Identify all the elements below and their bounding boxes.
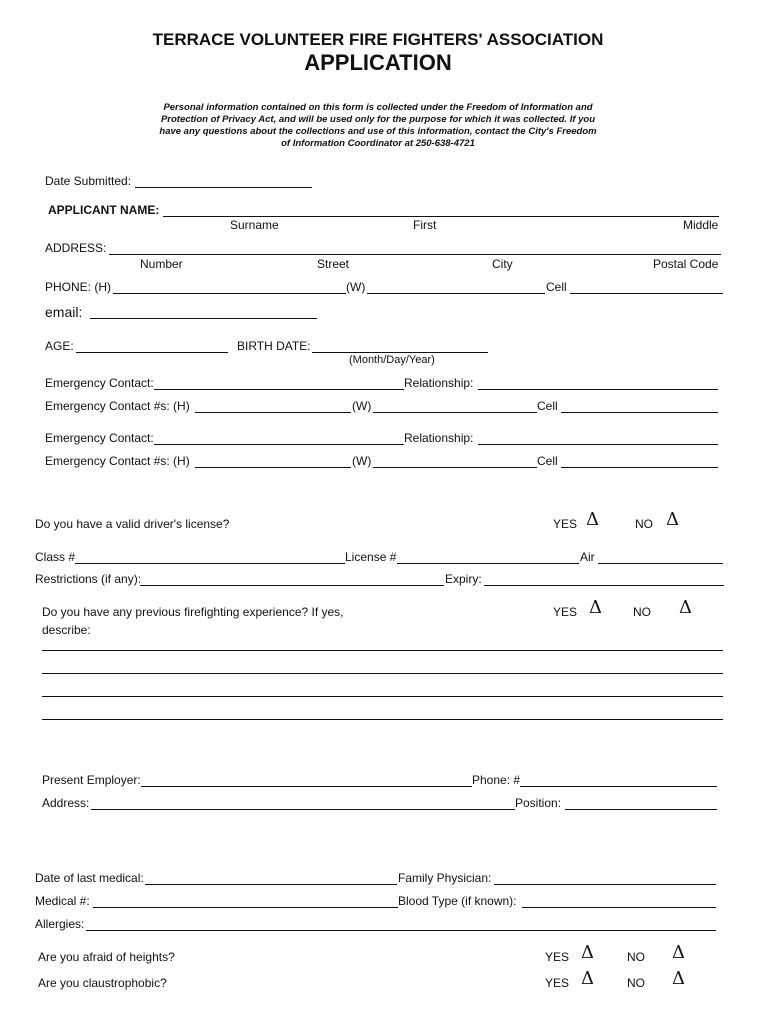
heights-question: Are you afraid of heights?: [38, 950, 175, 964]
address-field[interactable]: [109, 240, 721, 255]
age-label: AGE:: [45, 339, 74, 353]
restrictions-field[interactable]: [140, 571, 444, 586]
address-postal-caption: Postal Code: [653, 257, 719, 271]
privacy-notice-line-4: of Information Coordinator at 250-638-4721: [281, 138, 475, 149]
age-field[interactable]: [76, 338, 228, 353]
heights-no-checkbox[interactable]: Δ: [672, 942, 685, 963]
position-label: Position:: [515, 796, 562, 810]
blood-type-label: Blood Type (if known):: [398, 894, 517, 908]
emergency-1-cell-label: Cell: [537, 399, 558, 413]
emergency-numbers-1-label: Emergency Contact #s: (H): [45, 399, 190, 413]
surname-caption: Surname: [230, 218, 279, 232]
experience-question: Do you have any previous firefighting experience? If yes,: [42, 605, 344, 619]
physician-field[interactable]: [494, 870, 716, 885]
applicant-name-field[interactable]: [163, 202, 719, 217]
privacy-notice-line-3: have any questions about the collections and use of this information, contact the City's Freedom: [159, 126, 597, 137]
last-medical-label: Date of last medical:: [35, 871, 144, 885]
emergency-2-home-field[interactable]: [195, 453, 351, 468]
page-title: APPLICATION: [304, 50, 452, 75]
allergies-label: Allergies:: [35, 917, 85, 931]
heights-no-label: NO: [627, 950, 645, 964]
license-yes-label: YES: [553, 517, 578, 531]
class-field[interactable]: [75, 549, 345, 564]
employer-address-label: Address:: [42, 796, 90, 810]
license-yes-checkbox[interactable]: Δ: [586, 509, 599, 530]
blood-type-field[interactable]: [522, 893, 716, 908]
experience-line-4[interactable]: [42, 719, 723, 720]
emergency-2-work-label: (W): [352, 454, 372, 468]
claustrophobic-no-label: NO: [627, 976, 645, 990]
experience-no-checkbox[interactable]: Δ: [679, 597, 692, 618]
address-street-caption: Street: [317, 257, 350, 271]
expiry-field[interactable]: [484, 571, 724, 586]
emergency-contact-2-field[interactable]: [154, 430, 404, 445]
expiry-label: Expiry:: [445, 572, 482, 586]
email-label: email:: [45, 304, 83, 320]
employer-phone-label: Phone: #: [472, 773, 521, 787]
organization-title: TERRACE VOLUNTEER FIRE FIGHTERS' ASSOCIATION: [152, 30, 604, 49]
physician-label: Family Physician:: [398, 871, 492, 885]
emergency-contact-1-field[interactable]: [154, 375, 404, 390]
claustrophobic-yes-label: YES: [545, 976, 570, 990]
phone-cell-label: Cell: [546, 280, 567, 294]
relationship-2-label: Relationship:: [404, 431, 474, 445]
medical-number-field[interactable]: [93, 893, 398, 908]
phone-cell-field[interactable]: [570, 279, 723, 294]
emergency-2-cell-field[interactable]: [561, 453, 718, 468]
employer-label: Present Employer:: [42, 773, 141, 787]
email-field[interactable]: [90, 304, 317, 319]
license-number-field[interactable]: [397, 549, 579, 564]
address-label: ADDRESS:: [45, 241, 107, 255]
phone-work-field[interactable]: [367, 279, 545, 294]
position-field[interactable]: [565, 795, 717, 810]
date-submitted-label: Date Submitted:: [45, 174, 132, 188]
experience-line-3[interactable]: [42, 696, 723, 697]
experience-line-2[interactable]: [42, 673, 723, 674]
emergency-1-home-field[interactable]: [195, 398, 351, 413]
birth-date-format: (Month/Day/Year): [349, 354, 435, 366]
birth-date-label: BIRTH DATE:: [237, 339, 311, 353]
license-no-label: NO: [635, 517, 653, 531]
address-city-caption: City: [492, 257, 513, 271]
privacy-notice-line-2: Protection of Privacy Act, and will be used only for the purpose for which it was collected. If you: [160, 114, 596, 125]
heights-yes-checkbox[interactable]: Δ: [581, 942, 594, 963]
license-number-label: License #: [345, 550, 397, 564]
emergency-1-cell-field[interactable]: [561, 398, 718, 413]
license-no-checkbox[interactable]: Δ: [666, 509, 679, 530]
first-name-caption: First: [413, 218, 437, 232]
phone-work-label: (W): [346, 280, 366, 294]
experience-describe: describe:: [42, 623, 91, 637]
phone-home-label: PHONE: (H): [45, 280, 111, 294]
experience-line-1[interactable]: [42, 650, 723, 651]
allergies-field[interactable]: [86, 916, 716, 931]
emergency-numbers-2-label: Emergency Contact #s: (H): [45, 454, 190, 468]
relationship-2-field[interactable]: [478, 430, 718, 445]
phone-home-field[interactable]: [113, 279, 346, 294]
license-question: Do you have a valid driver's license?: [35, 517, 230, 531]
employer-phone-field[interactable]: [520, 772, 717, 787]
address-number-caption: Number: [140, 257, 183, 271]
applicant-name-label: APPLICANT NAME:: [48, 203, 160, 217]
restrictions-label: Restrictions (if any):: [35, 572, 142, 586]
privacy-notice-line-1: Personal information contained on this form is collected under the Freedom of Information and: [163, 102, 593, 113]
emergency-1-work-label: (W): [352, 399, 372, 413]
birth-date-field[interactable]: [312, 338, 488, 353]
employer-address-field[interactable]: [91, 795, 515, 810]
heights-yes-label: YES: [545, 950, 570, 964]
employer-field[interactable]: [141, 772, 472, 787]
emergency-contact-2-label: Emergency Contact:: [45, 431, 154, 445]
experience-no-label: NO: [633, 605, 651, 619]
relationship-1-label: Relationship:: [404, 376, 474, 390]
emergency-contact-1-label: Emergency Contact:: [45, 376, 154, 390]
medical-number-label: Medical #:: [35, 894, 90, 908]
air-label: Air: [580, 550, 595, 564]
experience-yes-label: YES: [553, 605, 578, 619]
date-submitted-field[interactable]: [135, 173, 312, 188]
claustrophobic-no-checkbox[interactable]: Δ: [672, 968, 685, 989]
experience-yes-checkbox[interactable]: Δ: [589, 597, 602, 618]
emergency-2-cell-label: Cell: [537, 454, 558, 468]
emergency-1-work-field[interactable]: [373, 398, 537, 413]
relationship-1-field[interactable]: [478, 375, 718, 390]
middle-name-caption: Middle: [683, 218, 719, 232]
claustrophobic-yes-checkbox[interactable]: Δ: [581, 968, 594, 989]
emergency-2-work-field[interactable]: [373, 453, 537, 468]
claustrophobic-question: Are you claustrophobic?: [38, 976, 167, 990]
air-field[interactable]: [598, 549, 723, 564]
last-medical-field[interactable]: [145, 870, 397, 885]
class-label: Class #: [35, 550, 76, 564]
